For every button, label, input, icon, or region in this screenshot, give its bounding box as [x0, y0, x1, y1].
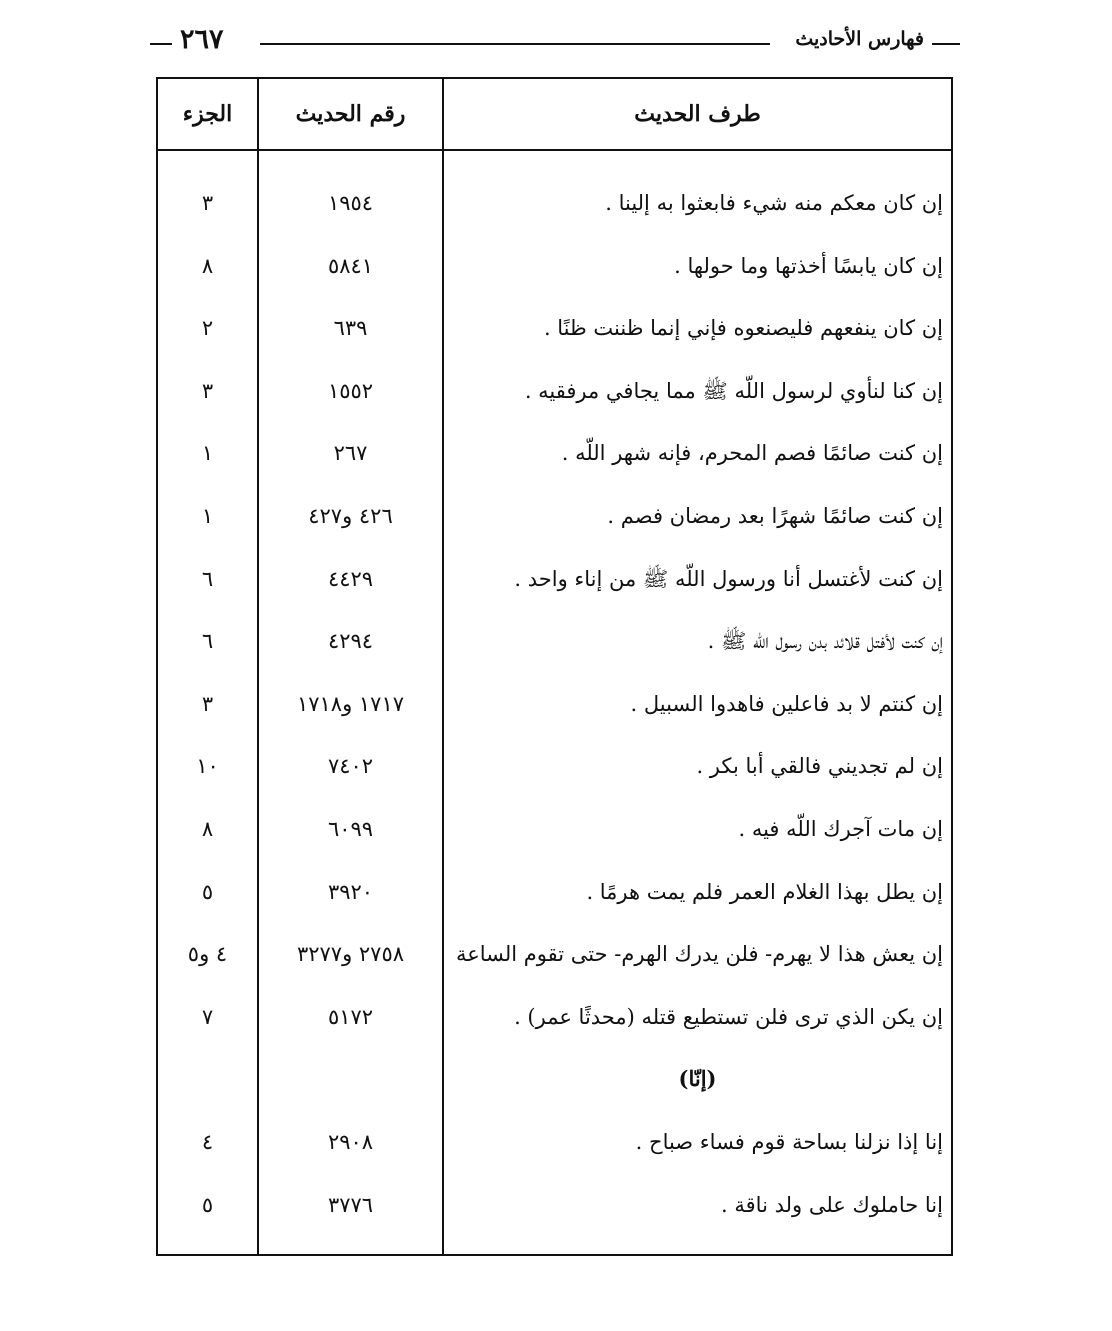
hadith-number: ١٧١٧ و١٧١٨ — [296, 691, 405, 716]
running-title: فهارس الأحاديث — [795, 28, 924, 50]
volume-number: ٨ — [201, 816, 214, 841]
hadith-number: ٣٧٧٦ — [327, 1192, 374, 1217]
hadith-text: إن كان معكم منه شيء فابعثوا به إلينا . — [605, 191, 943, 215]
volume-number: ٦ — [201, 566, 214, 591]
page-number: ٢٦٧ — [180, 24, 224, 55]
header-row-divider — [158, 149, 951, 151]
hadith-text: إن كان يابسًا أخذتها وما حولها . — [674, 253, 943, 278]
header-rule-right — [932, 43, 960, 45]
volume-number: ١٠ — [196, 754, 219, 779]
hadith-text: إن لم تجديني فالقي أبا بكر . — [696, 754, 943, 779]
hadith-number: ٤٢٩٤ — [327, 629, 374, 654]
hadith-text: إن يكن الذي ترى فلن تستطيع قتله (محدثًا عمر) . — [514, 1004, 943, 1029]
hadith-number: ٦٣٩ — [333, 316, 368, 341]
hadith-number: ٢٧٥٨ و٣٢٧٧ — [296, 942, 405, 967]
column-header-hadith-text: طرف الحديث — [634, 101, 761, 127]
hadith-text: إن كنت لأغتسل أنا ورسول اللّه ﷺ من إناء واحد . — [514, 566, 943, 591]
volume-number: ١ — [201, 503, 214, 528]
volume-number: ٧ — [201, 1004, 214, 1029]
volume-number — [158, 1048, 257, 1110]
volume-number: ٥ — [201, 1192, 214, 1217]
volume-number: ١ — [201, 441, 214, 466]
hadith-number: ٣٩٢٠ — [327, 879, 374, 904]
hadith-number: ٢٦٧ — [333, 441, 368, 466]
page-header — [150, 26, 960, 60]
hadith-number: ٦٠٩٩ — [327, 816, 374, 841]
table-body — [158, 172, 951, 1236]
table-row — [158, 422, 951, 485]
hadith-text: إنا حاملوك على ولد ناقة . — [721, 1192, 943, 1217]
table-row — [158, 172, 951, 235]
table-row — [158, 1174, 951, 1237]
hadith-number: ٧٤٠٢ — [327, 754, 374, 779]
hadith-text: إن كنت صائمًا فصم المحرم، فإنه شهر اللّه . — [561, 441, 943, 466]
hadith-text: إنا إذا نزلنا بساحة قوم فساء صباح . — [635, 1129, 943, 1154]
table-row — [158, 673, 951, 736]
header-rule-middle — [260, 43, 770, 45]
hadith-text: إن كنا لنأوي لرسول اللّه ﷺ مما يجافي مرفقيه . — [524, 378, 943, 403]
hadith-text: إن كنت لأفتل قلائد بدن رسول اللّه ﷺ . — [707, 629, 943, 654]
hadith-number: ٤٤٢٩ — [327, 566, 374, 591]
section-heading-row — [158, 1048, 951, 1111]
volume-number: ٦ — [201, 629, 214, 654]
table-row — [158, 735, 951, 798]
hadith-text: إن كنت صائمًا شهرًا بعد رمضان فصم . — [607, 503, 943, 528]
volume-number: ٣ — [201, 191, 214, 215]
section-heading: (إنّا) — [678, 1066, 717, 1092]
hadith-index-table — [156, 77, 953, 1256]
hadith-number — [259, 1048, 442, 1110]
hadith-text: إن يطل بهذا الغلام العمر فلم يمت هرمًا . — [586, 879, 943, 904]
volume-number: ٣ — [201, 691, 214, 716]
hadith-text: إن كان ينفعهم فليصنعوه فإني إنما ظننت ظنًا . — [543, 316, 943, 341]
hadith-number: ٥١٧٢ — [327, 1004, 374, 1029]
table-row — [158, 798, 951, 861]
column-header-hadith-number: رقم الحديث — [295, 101, 406, 127]
hadith-number: ١٩٥٤ — [327, 191, 374, 215]
hadith-text: إن مات آجرك اللّه فيه . — [738, 816, 943, 841]
volume-number: ٢ — [201, 316, 214, 341]
volume-number: ٨ — [201, 253, 214, 278]
table-row — [158, 485, 951, 548]
table-row — [158, 861, 951, 924]
hadith-number: ٤٢٦ و٤٢٧ — [308, 503, 393, 528]
table-row — [158, 1111, 951, 1174]
hadith-text: إن كنتم لا بد فاعلين فاهدوا السبيل . — [630, 691, 943, 716]
volume-number: ٣ — [201, 378, 214, 403]
hadith-text: إن يعش هذا لا يهرم- فلن يدرك الهرم- حتى تقوم الساعة — [455, 942, 943, 967]
column-header-volume: الجزء — [182, 101, 233, 127]
hadith-number: ٥٨٤١ — [327, 253, 374, 278]
table-row — [158, 360, 951, 423]
header-rule-left — [150, 43, 172, 45]
table-row — [158, 923, 951, 986]
table-row — [158, 297, 951, 360]
table-row — [158, 235, 951, 298]
hadith-number: ٢٩٠٨ — [327, 1129, 374, 1154]
table-row — [158, 986, 951, 1049]
table-row — [158, 610, 951, 673]
table-row — [158, 548, 951, 611]
hadith-number: ١٥٥٢ — [327, 378, 374, 403]
volume-number: ٤ — [201, 1129, 214, 1154]
volume-number: ٤ و٥ — [187, 942, 228, 967]
volume-number: ٥ — [201, 879, 214, 904]
